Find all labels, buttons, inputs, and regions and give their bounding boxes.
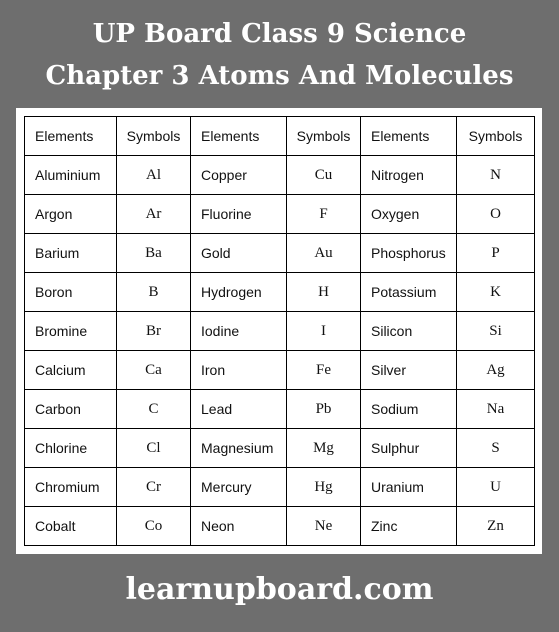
element-cell: Phosphorus: [361, 234, 457, 273]
element-cell: Aluminium: [25, 156, 117, 195]
element-cell: Boron: [25, 273, 117, 312]
element-cell: Cobalt: [25, 507, 117, 546]
element-cell: Neon: [191, 507, 287, 546]
symbol-cell: Pb: [287, 390, 361, 429]
symbol-cell: Ar: [117, 195, 191, 234]
header-symbols-3: Symbols: [457, 117, 535, 156]
element-cell: Carbon: [25, 390, 117, 429]
table-row: [25, 390, 535, 429]
symbol-cell: Zn: [457, 507, 535, 546]
header-elements-3: Elements: [361, 117, 457, 156]
element-cell: Iron: [191, 351, 287, 390]
element-cell: Bromine: [25, 312, 117, 351]
symbol-cell: Ca: [117, 351, 191, 390]
symbol-cell: Si: [457, 312, 535, 351]
page-title-line-1: UP Board Class 9 Science: [92, 19, 467, 49]
symbol-cell: B: [117, 273, 191, 312]
element-cell: Hydrogen: [191, 273, 287, 312]
page-title-line-2: Chapter 3 Atoms And Molecules: [45, 61, 514, 91]
element-cell: Chlorine: [25, 429, 117, 468]
table-row: [25, 273, 535, 312]
symbol-cell: Ag: [457, 351, 535, 390]
element-cell: Sodium: [361, 390, 457, 429]
table-row: [25, 234, 535, 273]
element-cell: Nitrogen: [361, 156, 457, 195]
table-card: [16, 108, 542, 554]
symbol-cell: Cl: [117, 429, 191, 468]
symbol-cell: Ne: [287, 507, 361, 546]
element-cell: Oxygen: [361, 195, 457, 234]
element-cell: Mercury: [191, 468, 287, 507]
elements-symbols-table: [24, 116, 535, 546]
symbol-cell: Co: [117, 507, 191, 546]
element-cell: Silicon: [361, 312, 457, 351]
header-elements-1: Elements: [25, 117, 117, 156]
symbol-cell: K: [457, 273, 535, 312]
symbol-cell: F: [287, 195, 361, 234]
header-elements-2: Elements: [191, 117, 287, 156]
table-row: [25, 195, 535, 234]
symbol-cell: I: [287, 312, 361, 351]
table-row: [25, 312, 535, 351]
element-cell: Gold: [191, 234, 287, 273]
table-row: [25, 507, 535, 546]
symbol-cell: Hg: [287, 468, 361, 507]
element-cell: Iodine: [191, 312, 287, 351]
footer-site-name: learnupboard.com: [125, 572, 434, 607]
element-cell: Magnesium: [191, 429, 287, 468]
element-cell: Uranium: [361, 468, 457, 507]
symbol-cell: Cu: [287, 156, 361, 195]
symbol-cell: Au: [287, 234, 361, 273]
element-cell: Copper: [191, 156, 287, 195]
element-cell: Argon: [25, 195, 117, 234]
element-cell: Sulphur: [361, 429, 457, 468]
element-cell: Potassium: [361, 273, 457, 312]
table-header-row: [25, 117, 535, 156]
symbol-cell: Mg: [287, 429, 361, 468]
symbol-cell: Cr: [117, 468, 191, 507]
table-row: [25, 351, 535, 390]
element-cell: Lead: [191, 390, 287, 429]
symbol-cell: Al: [117, 156, 191, 195]
table-body: [25, 156, 535, 546]
element-cell: Fluorine: [191, 195, 287, 234]
symbol-cell: Ba: [117, 234, 191, 273]
symbol-cell: Br: [117, 312, 191, 351]
element-cell: Calcium: [25, 351, 117, 390]
symbol-cell: P: [457, 234, 535, 273]
symbol-cell: Na: [457, 390, 535, 429]
symbol-cell: O: [457, 195, 535, 234]
symbol-cell: Fe: [287, 351, 361, 390]
table-row: [25, 156, 535, 195]
header-symbols-1: Symbols: [117, 117, 191, 156]
element-cell: Silver: [361, 351, 457, 390]
symbol-cell: C: [117, 390, 191, 429]
symbol-cell: H: [287, 273, 361, 312]
symbol-cell: S: [457, 429, 535, 468]
symbol-cell: U: [457, 468, 535, 507]
table-row: [25, 468, 535, 507]
symbol-cell: N: [457, 156, 535, 195]
element-cell: Chromium: [25, 468, 117, 507]
element-cell: Zinc: [361, 507, 457, 546]
header-symbols-2: Symbols: [287, 117, 361, 156]
element-cell: Barium: [25, 234, 117, 273]
table-row: [25, 429, 535, 468]
